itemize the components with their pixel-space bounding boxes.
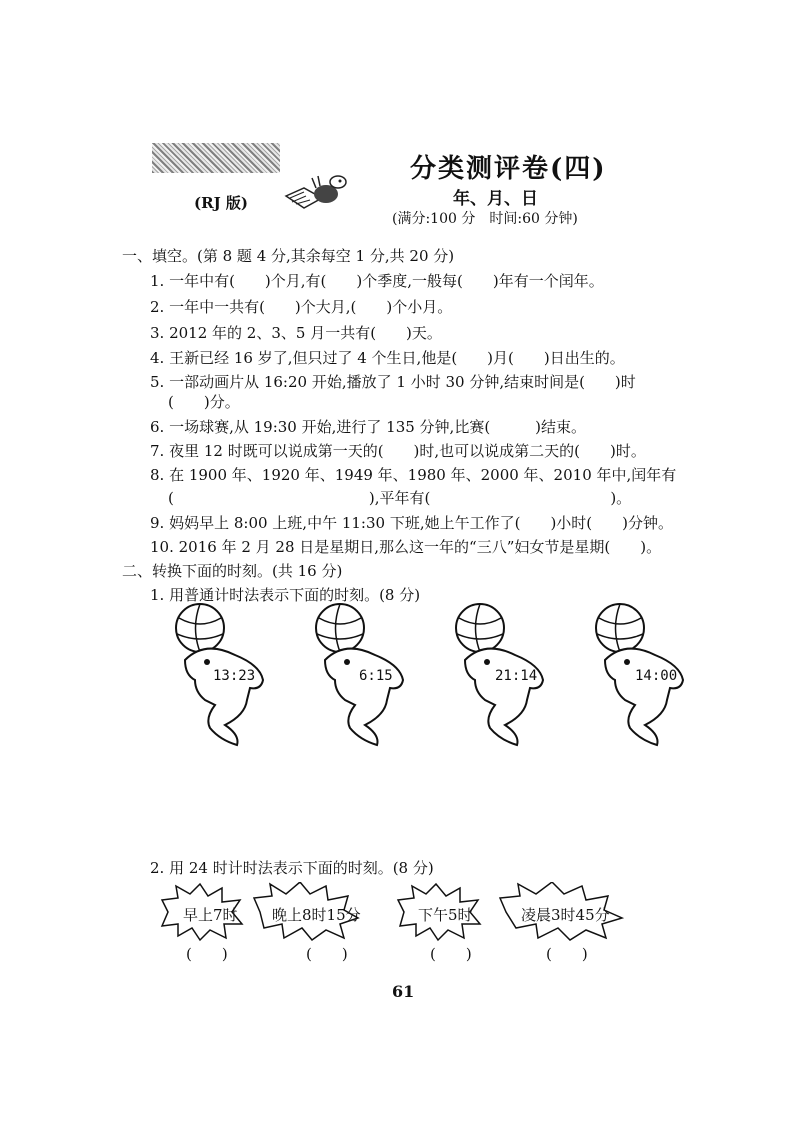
section2-q1: 1. 用普通计时法表示下面的时刻。(8 分) bbox=[150, 586, 421, 604]
reading-mascot-icon bbox=[282, 168, 352, 213]
question-1: 1. 一年中有( )个月,有( )个季度,一般每( )年有一个闰年。 bbox=[150, 272, 604, 290]
edition-label: (RJ 版) bbox=[194, 194, 248, 212]
answer-blank-4: ( ) bbox=[546, 945, 588, 963]
question-10: 10. 2016 年 2 月 28 日是星期日,那么这一年的“三八”妇女节是星期( )。 bbox=[150, 538, 662, 556]
time-label-1: 13:23 bbox=[213, 668, 256, 684]
section2-q2: 2. 用 24 时计时法表示下面的时刻。(8 分) bbox=[150, 859, 434, 877]
section2-heading: 二、转换下面的时刻。(共 16 分) bbox=[122, 562, 343, 580]
answer-blank-2: ( ) bbox=[306, 945, 348, 963]
question-4: 4. 王新已经 16 岁了,但只过了 4 个生日,他是( )月( )日出生的。 bbox=[150, 349, 625, 367]
question-5-cont: ( )分。 bbox=[168, 393, 240, 411]
page-number: 61 bbox=[392, 982, 415, 1001]
question-2: 2. 一年中一共有( )个大月,( )个小月。 bbox=[150, 298, 453, 316]
blurred-stamp bbox=[152, 143, 280, 173]
question-3: 3. 2012 年的 2、3、5 月一共有( )天。 bbox=[150, 324, 442, 342]
question-8-cont: ( ),平年有( )。 bbox=[168, 489, 632, 507]
question-6: 6. 一场球赛,从 19:30 开始,进行了 135 分钟,比赛( )结束。 bbox=[150, 418, 587, 436]
balloon-label-3: 下午5时 bbox=[418, 906, 473, 924]
time-label-2: 6:15 bbox=[359, 668, 393, 684]
question-8: 8. 在 1900 年、1920 年、1949 年、1980 年、2000 年、2010 年中,闰年有 bbox=[150, 466, 677, 484]
page-title: 分类测评卷(四) bbox=[410, 154, 607, 184]
exam-info: (满分:100 分 时间:60 分钟) bbox=[392, 211, 578, 227]
section1-heading: 一、填空。(第 8 题 4 分,其余每空 1 分,共 20 分) bbox=[122, 247, 455, 265]
dolphin-clock-2 bbox=[305, 600, 415, 750]
dolphin-clock-1 bbox=[165, 600, 275, 750]
dolphin-clock-4 bbox=[585, 600, 695, 750]
question-5: 5. 一部动画片从 16:20 开始,播放了 1 小时 30 分钟,结束时间是( )时 bbox=[150, 373, 636, 391]
answer-blank-3: ( ) bbox=[430, 945, 472, 963]
balloon-label-1: 早上7时 bbox=[183, 906, 238, 924]
dolphin-clock-3 bbox=[445, 600, 555, 750]
balloon-label-4: 凌晨3时45分 bbox=[521, 906, 610, 924]
question-9: 9. 妈妈早上 8:00 上班,中午 11:30 下班,她上午工作了( )小时( )分钟。 bbox=[150, 514, 674, 532]
time-label-3: 21:14 bbox=[495, 668, 538, 684]
time-label-4: 14:00 bbox=[635, 668, 678, 684]
answer-blank-1: ( ) bbox=[186, 945, 228, 963]
balloon-label-2: 晚上8时15分 bbox=[272, 906, 361, 924]
page-subtitle: 年、月、日 bbox=[453, 189, 538, 209]
question-7: 7. 夜里 12 时既可以说成第一天的( )时,也可以说成第二天的( )时。 bbox=[150, 442, 646, 460]
